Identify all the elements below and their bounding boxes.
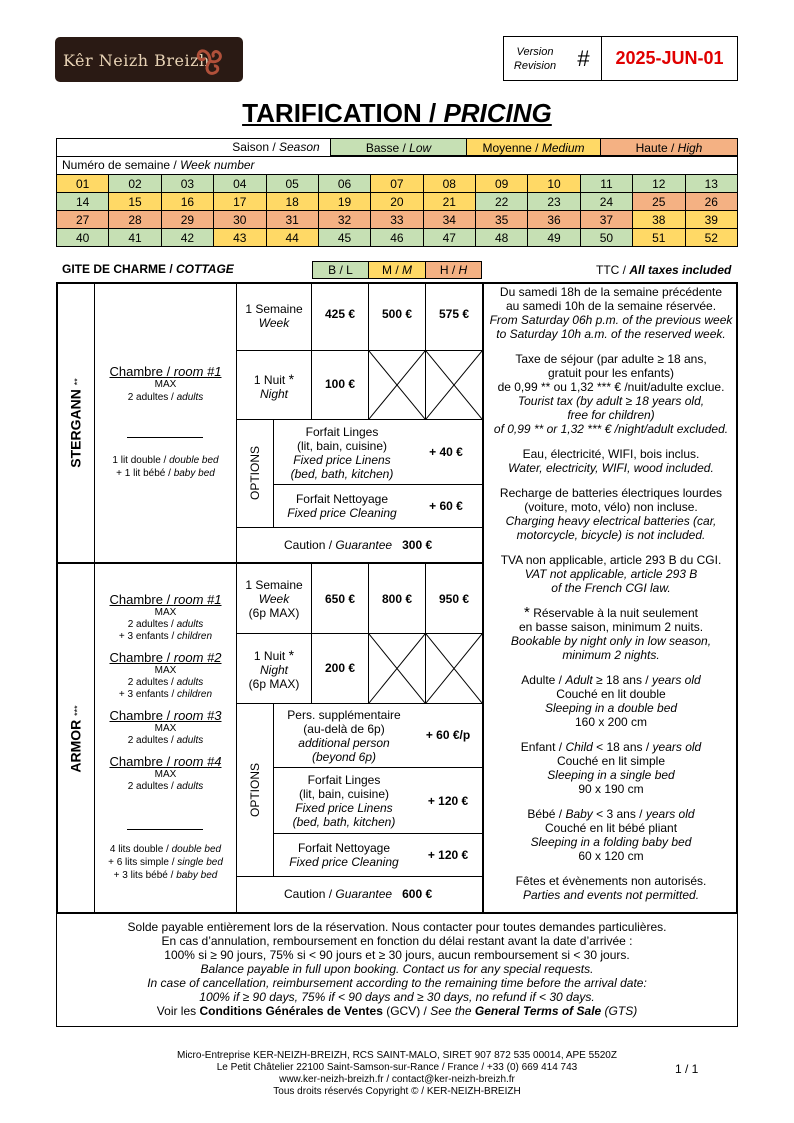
armor-room-3: Chambre / room #3 MAX 2 adultes / adults — [109, 708, 222, 746]
week-cell: 13 — [685, 175, 738, 193]
week-cell: 03 — [161, 175, 213, 193]
armor-room-4: Chambre / room #4 MAX 2 adultes / adults — [109, 754, 222, 792]
triskell-icon — [190, 42, 230, 80]
week-cell: 44 — [266, 229, 318, 247]
armor-week-high: 950 € — [438, 592, 470, 606]
week-cell: 37 — [580, 211, 632, 229]
week-cell: 47 — [423, 229, 475, 247]
week-cell: 36 — [528, 211, 580, 229]
gite-label: GITE DE CHARME / COTTAGE — [62, 262, 234, 276]
week-cell: 33 — [371, 211, 423, 229]
stergann-week-medium: 500 € — [381, 307, 413, 321]
version-label: Version — [516, 46, 554, 58]
week-cell: 43 — [214, 229, 266, 247]
armor-label: ARMOR *** — [67, 705, 84, 773]
armor-extra-label: Pers. supplémentaire (au-delà de 6p) additional person (beyond 6p) — [287, 708, 401, 764]
week-cell: 39 — [685, 211, 738, 229]
week-cell: 26 — [685, 193, 738, 211]
week-cell: 41 — [109, 229, 161, 247]
week-cell: 20 — [371, 193, 423, 211]
week-cell: 52 — [685, 229, 738, 247]
version-date: 2025-JUN-01 — [615, 48, 724, 68]
week-cell: 24 — [580, 193, 632, 211]
version-box — [503, 36, 738, 81]
col-medium: M / M — [368, 261, 426, 279]
na-cross-icon — [426, 634, 482, 703]
col-low: B / L — [312, 261, 369, 279]
week-cell: 45 — [318, 229, 370, 247]
armor-options-label: OPTIONS — [247, 762, 262, 817]
week-cell: 05 — [266, 175, 318, 193]
week-cell: 42 — [161, 229, 213, 247]
week-cell: 27 — [57, 211, 109, 229]
armor-week-low: 650 € — [324, 592, 356, 606]
armor-beds: 4 lits double / double bed + 6 lits simple / single bed + 3 lits bébé / baby bed — [108, 844, 223, 881]
week-cell: 34 — [423, 211, 475, 229]
week-cell: 23 — [528, 193, 580, 211]
week-cell: 32 — [318, 211, 370, 229]
week-grid — [56, 174, 738, 247]
ttc-label: TTC / All taxes included — [596, 263, 732, 277]
week-cell: 08 — [423, 175, 475, 193]
week-cell: 30 — [214, 211, 266, 229]
stergann-night-price: 100 € — [324, 377, 356, 391]
week-cell: 09 — [476, 175, 528, 193]
stergann-clean-label: Forfait Nettoyage Fixed price Cleaning — [287, 492, 397, 520]
season-medium: Moyenne / Medium — [466, 138, 601, 156]
week-cell: 16 — [161, 193, 213, 211]
armor-linen-price: + 120 € — [427, 794, 469, 808]
week-number-label: Numéro de semaine / Week number — [62, 158, 255, 172]
week-row — [57, 175, 738, 193]
week-cell: 22 — [476, 193, 528, 211]
page-number: 1 / 1 — [675, 1062, 699, 1076]
week-cell: 11 — [580, 175, 632, 193]
week-row — [57, 211, 738, 229]
stergann-caution: Caution / Guarantee 300 € — [284, 538, 433, 552]
week-cell: 15 — [109, 193, 161, 211]
stergann-label: STERGANN ** — [67, 377, 84, 468]
armor-extra-price: + 60 €/p — [425, 728, 471, 742]
stergann-options-label: OPTIONS — [247, 445, 262, 501]
week-cell: 38 — [633, 211, 685, 229]
footer: Micro-Entreprise KER-NEIZH-BREIZH, RCS SAINT-MALO, SIRET 907 872 535 00014, APE 5520Z Le Petit Châtelier 22100 Saint-Samson-sur-Rance / France / +33 (0) 669 414 743 www.ker-neizh-breizh.fr / contact@ker-neizh-breizh.fr Tous droits réservés Copyright © / KER-NEIZH-BREIZH — [177, 1050, 617, 1097]
stergann-room: Chambre / room #1 MAX 2 adultes / adults — [109, 364, 222, 403]
week-cell: 50 — [580, 229, 632, 247]
armor-night-label: 1 Nuit * Night (6p MAX) — [248, 647, 300, 691]
page-title: TARIFICATION / PRICING — [242, 98, 552, 128]
week-cell: 02 — [109, 175, 161, 193]
stergann-week-high: 575 € — [438, 307, 470, 321]
week-cell: 01 — [57, 175, 109, 193]
week-cell: 29 — [161, 211, 213, 229]
col-high: H / H — [425, 261, 482, 279]
week-cell: 40 — [57, 229, 109, 247]
armor-week-label: 1 Semaine Week (6p MAX) — [245, 578, 303, 620]
stergann-beds: 1 lit double / double bed + 1 lit bébé / baby bed — [112, 455, 219, 479]
week-cell: 06 — [318, 175, 370, 193]
armor-rooms — [95, 592, 236, 793]
week-cell: 18 — [266, 193, 318, 211]
stergann-clean-price: + 60 € — [429, 499, 463, 513]
stergann-week-low: 425 € — [324, 307, 356, 321]
na-cross-icon — [426, 351, 482, 419]
week-cell: 46 — [371, 229, 423, 247]
week-cell: 12 — [633, 175, 685, 193]
stergann-night-label: 1 Nuit * Night — [253, 371, 295, 401]
week-cell: 17 — [214, 193, 266, 211]
week-row — [57, 193, 738, 211]
season-low: Basse / Low — [330, 138, 467, 156]
week-cell: 04 — [214, 175, 266, 193]
notes-column: Du samedi 18h de la semaine précédente au samedi 10h de la semaine réservée. From Saturday 06h p.m. of the previous week to Saturday 10h a.m. of the reserved week. Taxe de séjour (par adulte ≥ 18 ans, gratuit pour les enfants) de 0,99 ** ou 1,32 *** € /nuit/adulte exclue. Tourist tax (by adult ≥ 18 years old, free for children) of 0,99 ** or 1,32 *** € /night/adult excluded. Eau, électricité, WIFI, bois inclus. Water, electricity, WIFI, wood included. Recharge de batteries électriques lourdes (voiture, moto, vélo) non incluse. Charging heavy electrical batteries (car, motorcycle, bicycle) is not included. TVA non applicable, article 293 B du CGI. VAT not applicable, article 293 B of the French CGI law. * Réservable à la nuit seulement en basse saison, minimum 2 nuits. Bookable by night only in low season, minimum 2 nights. Adulte / Adult ≥ 18 ans / years old Couché en lit double Sleeping in a double bed 160 x 200 cm Enfant / Child < 18 ans / years old Couché en lit simple Sleeping in a single bed 90 x 190 cm Bébé / Baby < 3 ans / years old Couché en lit bébé pliant Sleeping in a folding baby bed 60 x 120 cm Fêtes et évènements non autorisés. Parties and events not permitted. — [489, 285, 733, 902]
revision-label: Revision — [513, 60, 557, 72]
stergann-linen-price: + 40 € — [429, 445, 463, 459]
week-row — [57, 229, 738, 247]
armor-week-medium: 800 € — [381, 592, 413, 606]
logo-text: Kêr Neizh Breizh — [63, 51, 210, 70]
week-cell: 49 — [528, 229, 580, 247]
week-cell: 31 — [266, 211, 318, 229]
week-cell: 10 — [528, 175, 580, 193]
stergann-linen-label: Forfait Linges (lit, bain, cuisine) Fixed price Linens (bed, bath, kitchen) — [290, 425, 394, 481]
hash-symbol: # — [566, 37, 602, 80]
week-cell: 21 — [423, 193, 475, 211]
armor-clean-label: Forfait Nettoyage Fixed price Cleaning — [289, 841, 399, 869]
week-cell: 19 — [318, 193, 370, 211]
week-cell: 28 — [109, 211, 161, 229]
week-cell: 14 — [57, 193, 109, 211]
armor-linen-label: Forfait Linges (lit, bain, cuisine) Fixed price Linens (bed, bath, kitchen) — [292, 773, 396, 829]
week-cell: 25 — [633, 193, 685, 211]
armor-room-2: Chambre / room #2 MAX 2 adultes / adults + 3 enfants / children — [109, 650, 222, 700]
week-cell: 51 — [633, 229, 685, 247]
na-cross-icon — [369, 351, 425, 419]
conditions-text: Solde payable entièrement lors de la réservation. Nous contacter pour toutes demandes particulières. En cas d’annulation, remboursement en fonction du délai restant avant la date d’arrivée : 100% si ≥ 90 jours, 75% si < 90 jours et ≥ 30 jours, aucun remboursement si < 30 jours. Balance payable in full upon booking. Contact us for any special requests. In case of cancellation, reimbursement according to the remaining time before the arrival date: 100% if ≥ 90 days, 75% if < 90 days and ≥ 30 days, no refund if < 30 days. Voir les Conditions Générales de Ventes (GCV) / See the General Terms of Sale (GTS) — [127, 920, 667, 1018]
armor-room-1: Chambre / room #1 MAX 2 adultes / adults + 3 enfants / children — [109, 592, 222, 642]
armor-caution: Caution / Guarantee 600 € — [284, 887, 433, 901]
na-cross-icon — [369, 634, 425, 703]
week-cell: 07 — [371, 175, 423, 193]
season-high: Haute / High — [600, 138, 738, 156]
armor-night-price: 200 € — [324, 661, 356, 675]
armor-clean-price: + 120 € — [427, 848, 469, 862]
week-cell: 48 — [476, 229, 528, 247]
week-cell: 35 — [476, 211, 528, 229]
season-label: Saison / Season — [232, 140, 320, 154]
stergann-week-label: 1 Semaine Week — [245, 302, 303, 330]
